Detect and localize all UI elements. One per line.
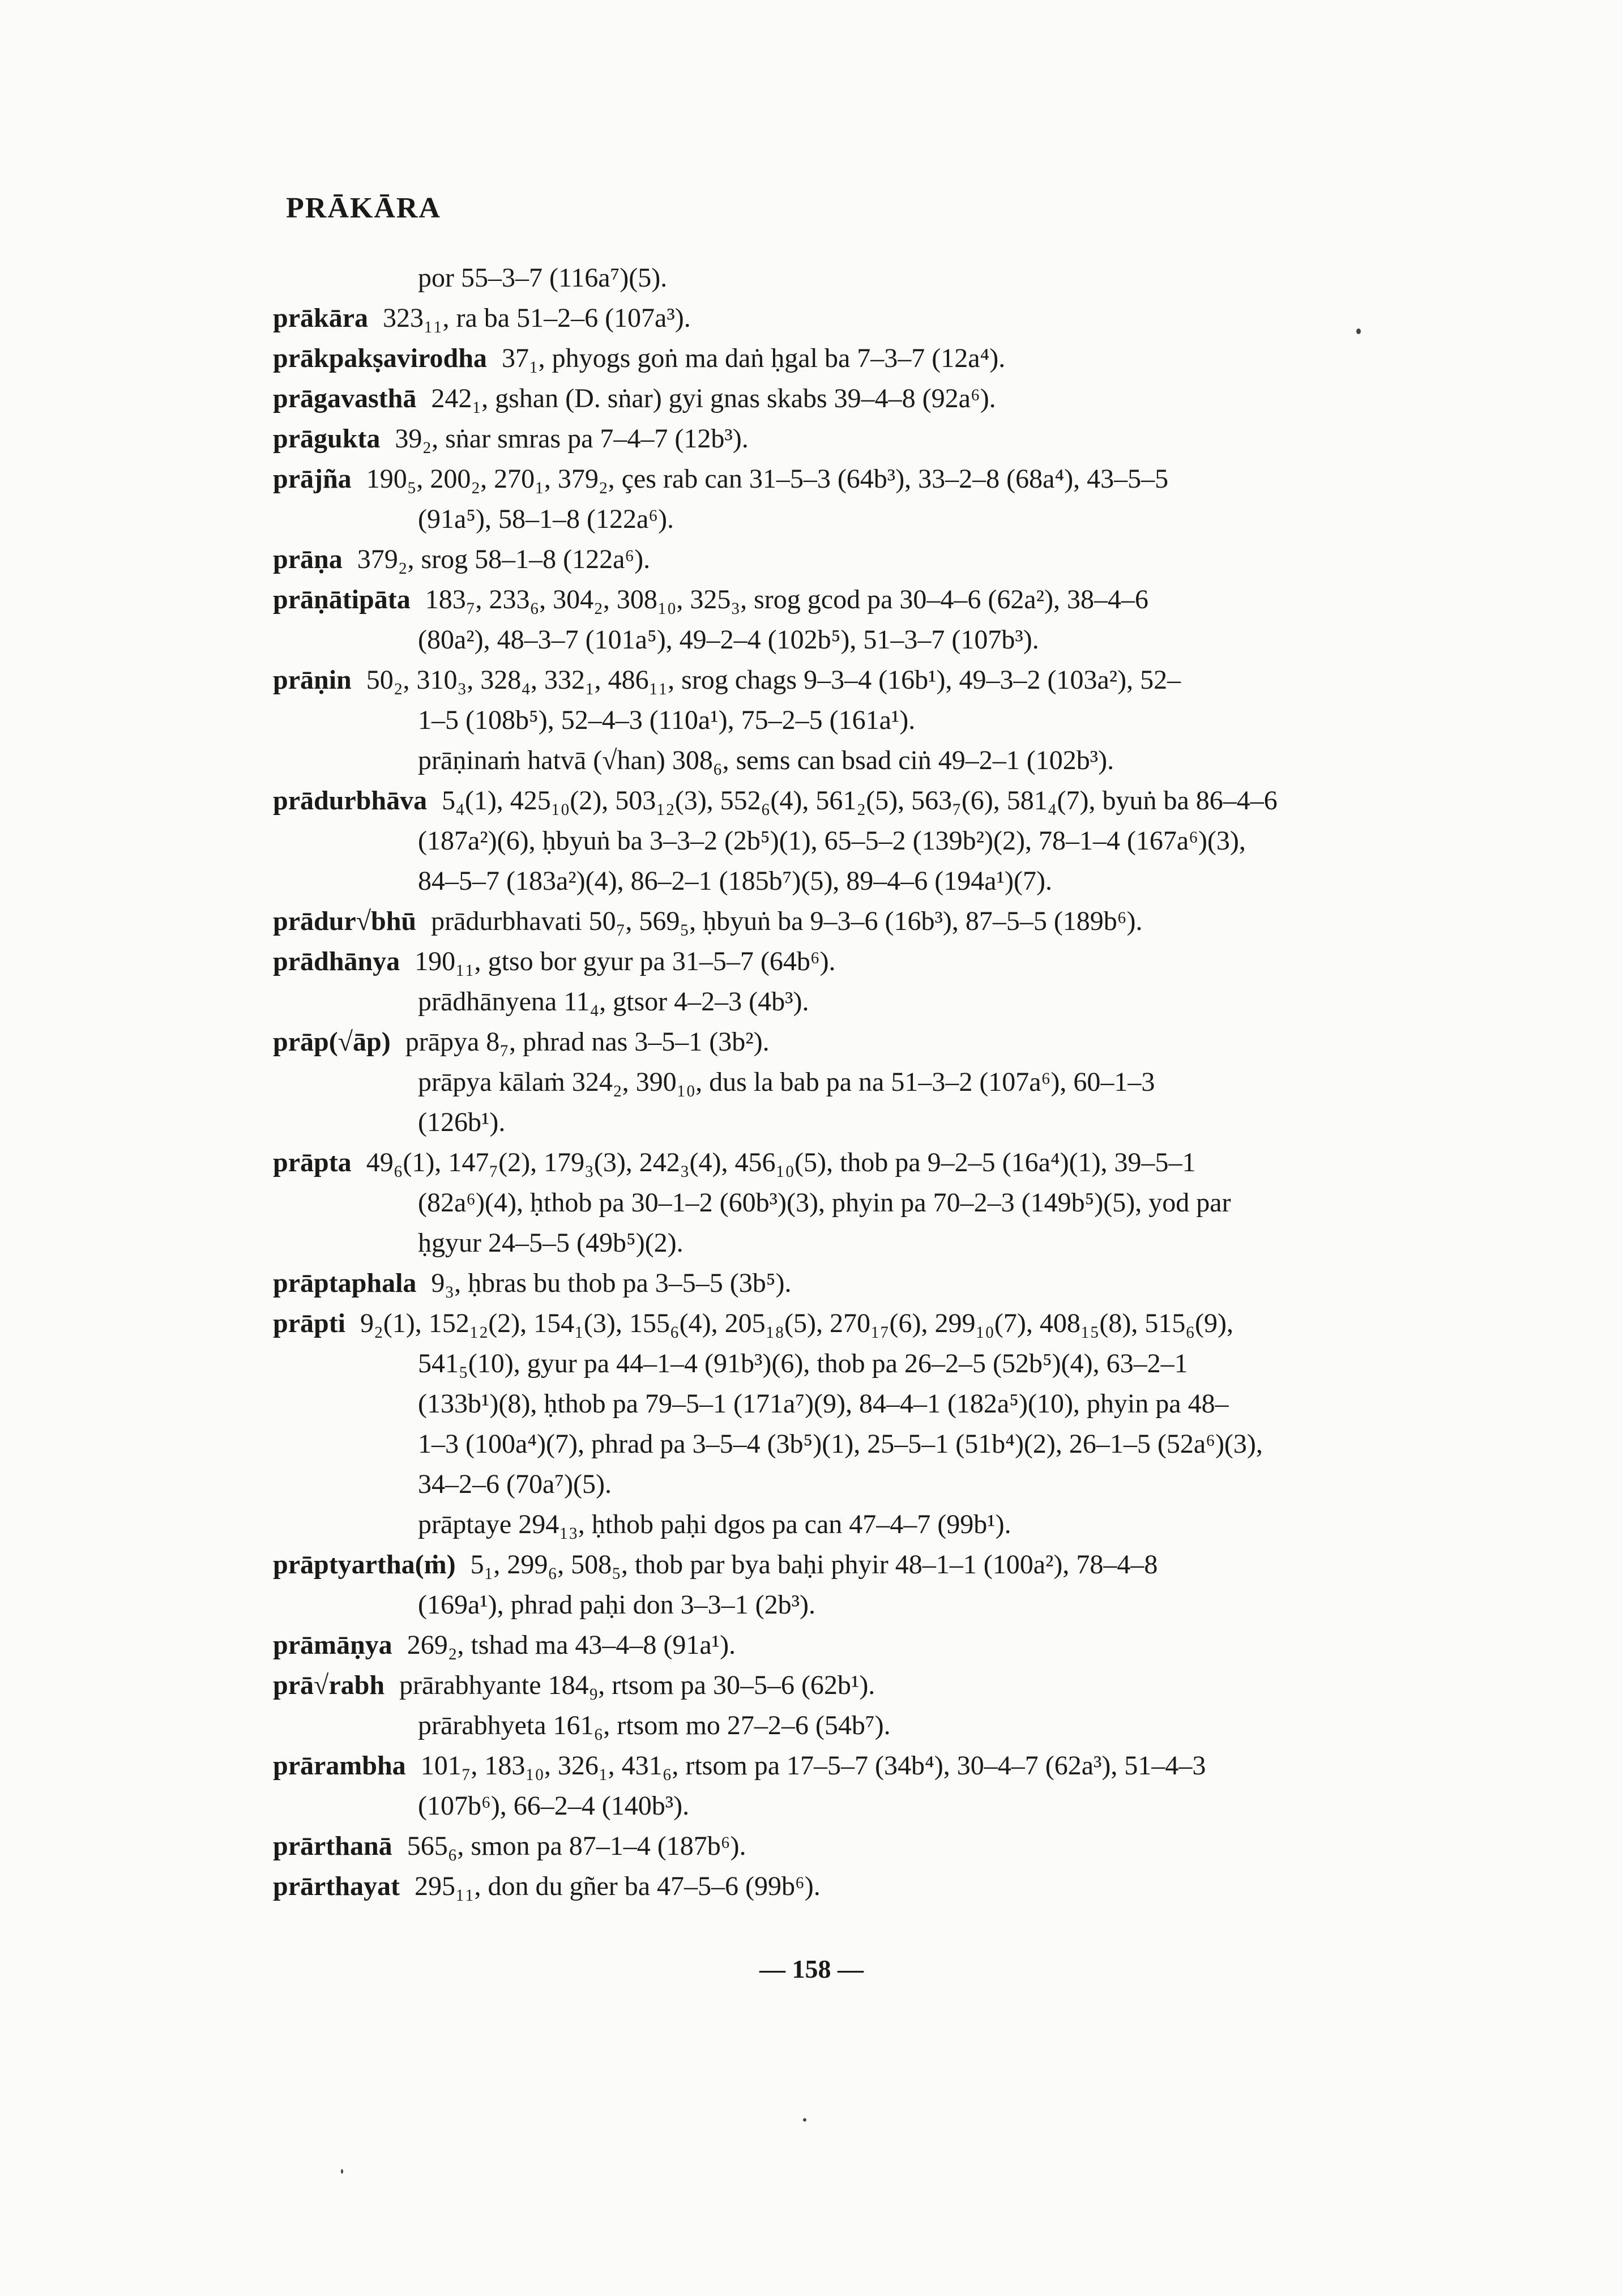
entry-line [273,1746,1394,1786]
entry-text: 269₂, tshad ma 43–4–8 (91a¹). [407,1630,736,1660]
headword: prā√rabh [273,1670,385,1700]
entry-line [418,1102,1394,1142]
headword: prārambha [273,1751,406,1781]
entry-line [273,821,1394,861]
headword: prāptyartha(ṁ) [273,1550,456,1580]
dictionary-entry [273,941,1394,981]
entry-text: 242₁, gshan (D. sṅar) gyi gnas skabs 39–4–8 (92a⁶). [431,383,996,413]
sub-entry [273,258,1394,298]
entry-line [273,1544,1394,1585]
dictionary-entry [273,419,1394,459]
dictionary-entry [273,901,1394,941]
page-number: — 158 — [759,1954,864,1983]
headword: prādurbhāva [273,786,428,816]
entry-text: (107b⁶), 66–2–4 (140b³). [418,1791,690,1821]
entry-line [273,1625,1394,1665]
headword: prārthanā [273,1831,392,1861]
headword: prāgavasthā [273,383,417,413]
dictionary-entry [273,459,1394,539]
entry-line [273,1665,1394,1705]
entry-text: prāpya 8₇, phrad nas 3–5–1 (3b²). [405,1027,770,1057]
entry-line [273,459,1394,499]
entry-text: 37₁, phyogs goṅ ma daṅ ḥgal ba 7–3–7 (12a⁴). [501,343,1006,373]
entry-line [418,1705,1394,1746]
sub-entry [273,981,1394,1022]
entry-text: (187a²)(6), ḥbyuṅ ba 3–3–2 (2b⁵)(1), 65–5–2 (139b²)(2), 78–1–4 (167a⁶)(3), [418,826,1246,856]
headword: prāptaphala [273,1268,417,1298]
entry-line [418,258,1394,298]
entry-text: 1–3 (100a⁴)(7), phrad pa 3–5–4 (3b⁵)(1), 25–5–1 (51b⁴)(2), 26–1–5 (52a⁶)(3), [418,1429,1263,1459]
entry-text: 190₁₁, gtso bor gyur pa 31–5–7 (64b⁶). [415,946,836,976]
entry-line [273,1263,1394,1303]
entry-line [273,1384,1394,1424]
entry-line [273,338,1394,378]
entry-text: 323₁₁, ra ba 51–2–6 (107a³). [383,303,691,333]
entry-text: 39₂, sṅar smras pa 7–4–7 (12b³). [395,424,749,454]
entry-text: 565₆, smon pa 87–1–4 (187b⁶). [407,1831,746,1861]
entry-text: prāṇinaṁ hatvā (√han) 308₆, sems can bsad ciṅ 49–2–1 (102b³). [418,745,1114,775]
entry-text: prādurbhavati 50₇, 569₅, ḥbyuṅ ba 9–3–6 (16b³), 87–5–5 (189b⁶). [431,906,1143,936]
entry-line [273,298,1394,338]
entry-line [273,499,1394,539]
entry-line [418,1062,1394,1102]
entry-line [273,1786,1394,1826]
headword: prājña [273,464,352,494]
entry-text: (82a⁶)(4), ḥthob pa 30–1–2 (60b³)(3), phyin pa 70–2–3 (149b⁵)(5), yod par [418,1188,1231,1218]
sub-entry [273,1504,1394,1544]
headword: prādhānya [273,946,400,976]
dictionary-entry [273,1303,1394,1504]
headword: prākpakṣavirodha [273,343,487,373]
entry-text: 5₁, 299₆, 508₅, thob par bya baḥi phyir 48–1–1 (100a²), 78–4–8 [470,1550,1158,1580]
dictionary-entry [273,378,1394,419]
headword: prāpta [273,1147,352,1177]
speck [341,2169,343,2174]
entry-line [273,1303,1394,1343]
entry-text: 541₅(10), gyur pa 44–1–4 (91b³)(6), thob pa 26–2–5 (52b⁵)(4), 63–2–1 [418,1348,1188,1379]
entry-list [273,258,1394,1906]
entry-text: (133b¹)(8), ḥthob pa 79–5–1 (171a⁷)(9), 84–4–1 (182a⁵)(10), phyin pa 48– [418,1389,1229,1419]
entry-text: prādhānyena 11₄, gtsor 4–2–3 (4b³). [418,987,809,1017]
entry-line [273,579,1394,620]
entry-line [273,660,1394,700]
dictionary-entry [273,338,1394,378]
entry-line [273,941,1394,981]
entry-text: (91a⁵), 58–1–8 (122a⁶). [418,504,674,534]
headword: prāpti [273,1308,346,1338]
dictionary-entry [273,1665,1394,1705]
entry-line [273,1464,1394,1504]
entry-text: ḥgyur 24–5–5 (49b⁵)(2). [418,1228,684,1258]
entry-line [273,1183,1394,1223]
entry-line [273,1826,1394,1866]
entry-line [418,981,1394,1022]
entry-line [273,1343,1394,1384]
dictionary-entry [273,1544,1394,1625]
headword: prāmāṇya [273,1630,392,1660]
entry-line [273,1022,1394,1062]
dictionary-entry [273,1866,1394,1906]
entry-line [273,1142,1394,1183]
entry-line [273,901,1394,941]
sub-entry [273,740,1394,780]
dictionary-entry [273,579,1394,660]
running-head: PRĀKĀRA [286,192,441,224]
headword: prāp(√āp) [273,1027,391,1057]
entry-line [273,780,1394,821]
headword: prārthayat [273,1871,400,1901]
headword: prākāra [273,303,368,333]
entry-line [273,419,1394,459]
entry-line [418,740,1394,780]
headword: prāṇa [273,544,343,574]
entry-line [273,1866,1394,1906]
entry-text: (80a²), 48–3–7 (101a⁵), 49–2–4 (102b⁵), 51–3–7 (107b³). [418,625,1039,655]
entry-text: 379₂, srog 58–1–8 (122a⁶). [357,544,651,574]
entry-text: 5₄(1), 425₁₀(2), 503₁₂(3), 552₆(4), 561₂(5), 563₇(6), 581₄(7), byuṅ ba 86–4–6 [442,786,1278,816]
entry-line [273,861,1394,901]
entry-line [273,1424,1394,1464]
entry-line [273,1223,1394,1263]
headword: prādur√bhū [273,906,417,936]
dictionary-entry [273,1826,1394,1866]
dictionary-entry [273,298,1394,338]
entry-text: 1–5 (108b⁵), 52–4–3 (110a¹), 75–2–5 (161a¹). [418,705,916,735]
headword: prāṇin [273,665,352,695]
entry-text: (169a¹), phrad paḥi don 3–3–1 (2b³). [418,1590,815,1620]
dictionary-entry [273,1625,1394,1665]
entry-line [273,620,1394,660]
entry-text: prārabhyante 184₉, rtsom pa 30–5–6 (62b¹). [399,1670,875,1700]
entry-line [273,539,1394,579]
entry-text: prārabhyeta 161₆, rtsom mo 27–2–6 (54b⁷). [418,1710,891,1740]
entry-text: prāpya kālaṁ 324₂, 390₁₀, dus la bab pa na 51–3–2 (107a⁶), 60–1–3 [418,1067,1155,1097]
sub-entry [273,1062,1394,1142]
dictionary-entry [273,1022,1394,1062]
entry-line [273,700,1394,740]
entry-text: 50₂, 310₃, 328₄, 332₁, 486₁₁, srog chags 9–3–4 (16b¹), 49–3–2 (103a²), 52– [366,665,1181,695]
dictionary-entry [273,539,1394,579]
entry-text: 9₂(1), 152₁₂(2), 154₁(3), 155₆(4), 205₁₈(5), 270₁₇(6), 299₁₀(7), 408₁₅(8), 515₆(9), [360,1308,1234,1338]
entry-line [273,1585,1394,1625]
headword: prāṇātipāta [273,584,411,614]
dictionary-entry [273,1263,1394,1303]
entry-text: 34–2–6 (70a⁷)(5). [418,1469,612,1499]
entry-text: 84–5–7 (183a²)(4), 86–2–1 (185b⁷)(5), 89–4–6 (194a¹)(7). [418,866,1052,896]
entry-line [273,378,1394,419]
dictionary-entry [273,1142,1394,1263]
entry-text: 49₆(1), 147₇(2), 179₃(3), 242₃(4), 456₁₀(5), thob pa 9–2–5 (16a⁴)(1), 39–5–1 [366,1147,1196,1177]
speck [1356,328,1361,334]
entry-text: 183₇, 233₆, 304₂, 308₁₀, 325₃, srog gcod pa 30–4–6 (62a²), 38–4–6 [425,584,1149,614]
entry-text: (126b¹). [418,1107,506,1137]
entry-text: por 55–3–7 (116a⁷)(5). [418,263,668,293]
entry-line [418,1504,1394,1544]
entry-text: 101₇, 183₁₀, 326₁, 431₆, rtsom pa 17–5–7 (34b⁴), 30–4–7 (62a³), 51–4–3 [420,1751,1206,1781]
headword: prāgukta [273,424,381,454]
entry-text: 295₁₁, don du gñer ba 47–5–6 (99b⁶). [414,1871,821,1901]
dictionary-entry [273,780,1394,901]
dictionary-entry [273,660,1394,740]
dictionary-entry [273,1746,1394,1826]
entry-text: 190₅, 200₂, 270₁, 379₂, çes rab can 31–5–3 (64b³), 33–2–8 (68a⁴), 43–5–5 [366,464,1169,494]
entry-text: 9₃, ḥbras bu thob pa 3–5–5 (3b⁵). [431,1268,792,1298]
sub-entry [273,1705,1394,1746]
entry-text: prāptaye 294₁₃, ḥthob paḥi dgos pa can 47–4–7 (99b¹). [418,1509,1011,1539]
speck [803,2118,806,2122]
